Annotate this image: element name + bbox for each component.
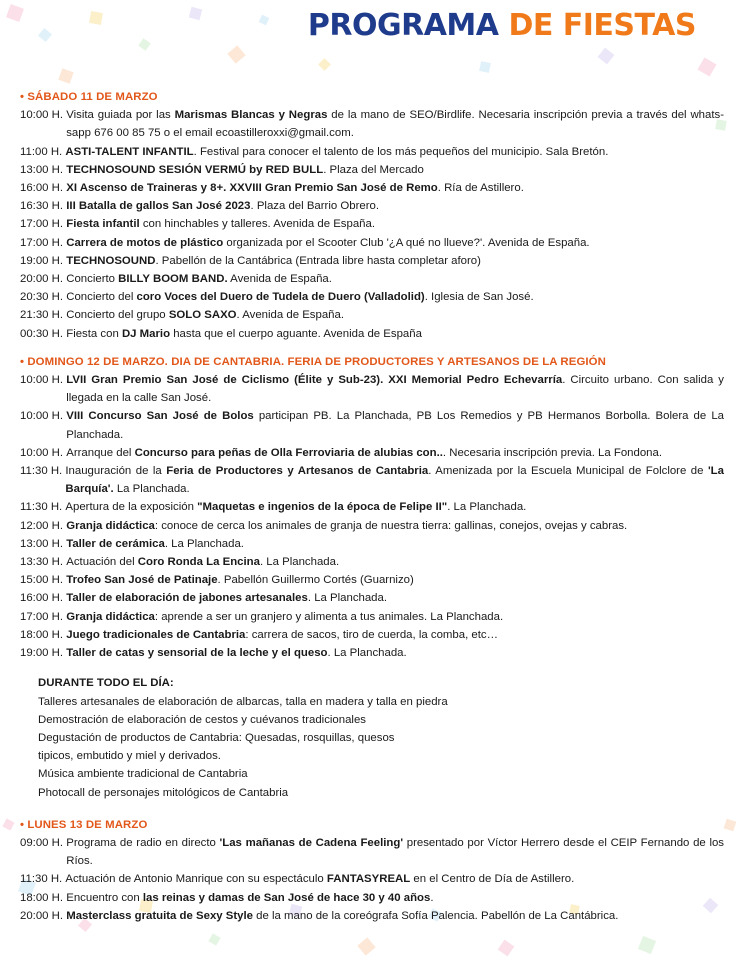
entry-text-part: Visita guiada por las <box>66 109 175 122</box>
schedule-entry <box>0 553 746 571</box>
entry-time: 11:30 H. <box>20 873 66 886</box>
entry-text-part: . Circuito urbano. Con salida y llegada en la calle San José. <box>66 374 724 405</box>
entry-highlight: Coro Ronda La Encina <box>137 556 260 569</box>
schedule-entry <box>0 179 746 197</box>
entry-time: 10:00 H. <box>20 374 67 387</box>
schedule-entry <box>0 889 746 907</box>
entry-text <box>66 234 724 252</box>
schedule-entry <box>0 608 746 626</box>
schedule-entry <box>0 325 746 343</box>
entry-text <box>66 325 724 343</box>
all-day-item: Photocall de personajes mitológicos de Cantabria <box>38 786 289 799</box>
entry-highlight: III Batalla de gallos San José 2023 <box>66 200 251 213</box>
entry-text <box>66 161 724 179</box>
entry-highlight: Carrera de motos de plástico <box>66 236 224 249</box>
entry-highlight: Juego tradicionales de Cantabria <box>66 628 246 641</box>
schedule-entry <box>0 462 746 498</box>
schedule-entry <box>0 234 746 252</box>
entry-time: 18:00 H. <box>20 891 67 904</box>
schedule-entry <box>0 143 746 161</box>
entry-text <box>66 197 724 215</box>
entry-text <box>65 498 724 516</box>
entry-highlight: Granja didáctica <box>66 519 155 532</box>
entry-highlight: Granja didáctica <box>66 610 155 623</box>
entry-text-part: Concierto del <box>66 291 137 304</box>
entry-text <box>66 535 724 553</box>
schedule-entry <box>0 288 746 306</box>
entry-text-part: Arranque del <box>66 446 135 459</box>
entry-text-part: Actuación del <box>66 556 138 569</box>
entry-highlight: 'Las mañanas de Cadena Feeling' <box>219 836 404 849</box>
program-section <box>0 816 746 925</box>
page-title <box>308 8 696 43</box>
entry-text-part: en el Centro de Día de Astillero. <box>410 873 575 886</box>
entry-text-part: . Festival para conocer el talento de los más pequeños del municipio. Sala Bretón. <box>193 145 609 158</box>
entry-time: 12:00 H. <box>20 519 67 532</box>
entry-text-part: Concierto del grupo <box>66 309 169 322</box>
entry-text <box>66 215 724 233</box>
page-header <box>0 0 746 70</box>
entry-highlight: Taller de elaboración de jabones artesanales <box>66 592 308 605</box>
entry-time: 11:30 H. <box>20 465 66 478</box>
program-section <box>0 353 746 802</box>
schedule-entry <box>0 270 746 288</box>
entry-text <box>66 252 724 270</box>
entry-text-part: de la mano de la coreógrafa Sofía Palencia. Pabellón de La Cantábrica. <box>253 909 619 922</box>
schedule-entry <box>0 626 746 644</box>
section-heading: • LUNES 13 DE MARZO <box>20 818 148 831</box>
entry-time: 20:30 H. <box>20 291 67 304</box>
entry-time: 10:00 H. <box>20 446 67 459</box>
entry-text-part: . La Planchada. <box>164 537 244 550</box>
entry-text <box>66 553 724 571</box>
section-heading: • SÁBADO 11 DE MARZO <box>20 91 158 103</box>
entry-text <box>66 270 724 288</box>
schedule-entry <box>0 306 746 324</box>
entry-highlight: Taller de cerámica <box>66 537 165 550</box>
entry-text <box>66 571 724 589</box>
entry-highlight: Trofeo San José de Patinaje <box>66 574 218 587</box>
section-heading: • DOMINGO 12 DE MARZO. DIA DE CANTABRIA. FERIA DE PRODUCTORES Y ARTESANOS DE LA REGIÓN <box>20 355 606 368</box>
schedule-entry <box>0 197 746 215</box>
entry-time: 18:00 H. <box>20 628 67 641</box>
entry-text-part: Avenida de España. <box>227 273 332 286</box>
entry-time: 13:00 H. <box>20 537 67 550</box>
schedule-entry <box>0 535 746 553</box>
entry-text-part: : conoce de cerca los animales de granja de nuestra tierra: gallinas, conejos, ovejas y cabras. <box>154 519 628 532</box>
all-day-item: Talleres artesanales de elaboración de albarcas, talla en madera y talla en piedra <box>38 695 448 708</box>
entry-time: 13:30 H. <box>20 556 67 569</box>
entry-highlight: SOLO SAXO <box>168 309 237 322</box>
entry-time: 16:30 H. <box>20 200 67 213</box>
entry-text <box>66 834 724 870</box>
program-section <box>0 88 746 343</box>
entry-text <box>66 644 724 662</box>
entry-text-part: participan PB. La Planchada, PB Los Remedios y PB Hermanos Borbolla. Bolera de La Planchada. <box>66 410 724 441</box>
schedule-entry <box>0 215 746 233</box>
schedule-entry <box>0 870 746 888</box>
entry-text <box>66 608 724 626</box>
entry-text <box>66 889 724 907</box>
schedule-entry <box>0 444 746 462</box>
entry-text <box>65 143 724 161</box>
entry-time: 19:00 H. <box>20 647 67 660</box>
all-day-item: Demostración de elaboración de cestos y cuévanos tradicionales <box>38 713 366 726</box>
entry-highlight: Taller de catas y sensorial de la leche y el queso <box>66 647 328 660</box>
entry-text-part: . Plaza del Mercado <box>323 163 424 176</box>
entry-text-part: Apertura de la exposición <box>65 501 198 514</box>
entry-text-part: . Ría de Astillero. <box>437 182 524 195</box>
entry-highlight: 'La Barquía'. <box>65 465 724 496</box>
entry-text <box>66 589 724 607</box>
entry-text <box>65 870 724 888</box>
entry-text <box>66 306 724 324</box>
entry-time: 10:00 H. <box>20 410 67 423</box>
entry-highlight: TECHNOSOUND <box>66 254 156 267</box>
all-day-block <box>0 674 746 801</box>
schedule-entry <box>0 407 746 443</box>
schedule-entry <box>0 644 746 662</box>
entry-text-part: . La Planchada. <box>259 556 340 569</box>
entry-text-part: . La Planchada. <box>327 647 407 660</box>
schedule-entry <box>0 252 746 270</box>
entry-text-part: . Plaza del Barrio Obrero. <box>250 200 380 213</box>
title-part-blue: PROGRAMA <box>307 8 509 43</box>
entry-time: 13:00 H. <box>20 163 67 176</box>
all-day-item: Degustación de productos de Cantabria: Quesadas, rosquillas, quesos <box>38 731 395 744</box>
entry-highlight: Concurso para peñas de Olla Ferroviaria de alubias con.. <box>134 446 443 459</box>
entry-text <box>66 517 724 535</box>
entry-highlight: Marismas Blancas y Negras <box>174 109 328 122</box>
schedule-entry <box>0 517 746 535</box>
schedule-entry <box>0 371 746 407</box>
entry-time: 17:00 H. <box>20 236 67 249</box>
schedule-entry <box>0 571 746 589</box>
entry-time: 17:00 H. <box>20 610 67 623</box>
entry-highlight: ASTI-TALENT INFANTIL <box>65 145 194 158</box>
entry-text-part: con hinchables y talleres. Avenida de España. <box>139 218 376 231</box>
entry-text-part: . Avenida de España. <box>236 309 345 322</box>
entry-text-part: . <box>430 891 434 904</box>
entry-text <box>65 462 724 498</box>
entry-text-part: Fiesta con <box>66 327 122 340</box>
entry-text-part: Inauguración de la <box>65 465 167 478</box>
entry-highlight: "Maquetas e ingenios de la época de Felipe II" <box>197 501 448 514</box>
entry-time: 17:00 H. <box>20 218 67 231</box>
entry-text <box>66 907 724 925</box>
entry-time: 19:00 H. <box>20 254 67 267</box>
program-content <box>0 88 746 935</box>
entry-text-part: : carrera de sacos, tiro de cuerda, la comba, etc… <box>245 628 498 641</box>
entry-text-part: . La Planchada. <box>447 501 527 514</box>
entry-text <box>66 626 724 644</box>
schedule-entry <box>0 589 746 607</box>
entry-text <box>66 407 724 443</box>
entry-text <box>66 179 724 197</box>
entry-highlight: coro Voces del Duero de Tudela de Duero (Valladolid) <box>136 291 425 304</box>
entry-text-part: hasta que el cuerpo aguante. Avenida de España <box>170 327 422 340</box>
entry-text-part: organizada por el Scooter Club '¿A qué no llueve?'. Avenida de España. <box>223 236 590 249</box>
schedule-entry <box>0 161 746 179</box>
entry-text-part: Encuentro con <box>66 891 143 904</box>
all-day-heading: DURANTE TODO EL DÍA: <box>38 677 174 690</box>
entry-time: 09:00 H. <box>20 836 67 849</box>
entry-text-part: Actuación de Antonio Manrique con su espectáculo <box>65 873 327 886</box>
entry-time: 15:00 H. <box>20 574 67 587</box>
all-day-item: tipicos, embutido y miel y derivados. <box>38 750 221 763</box>
title-part-orange: DE FIESTAS <box>508 8 696 43</box>
entry-highlight: las reinas y damas de San José de hace 30 y 40 años <box>142 891 431 904</box>
entry-text <box>66 444 724 462</box>
entry-text-part: . Necesaria inscripción previa. La Fondona. <box>442 446 662 459</box>
entry-text-part: : aprende a ser un granjero y alimenta a tus animales. La Planchada. <box>154 610 504 623</box>
entry-text <box>66 106 724 142</box>
entry-highlight: DJ Mario <box>121 327 171 340</box>
all-day-item: Música ambiente tradicional de Cantabria <box>38 768 248 781</box>
entry-time: 21:30 H. <box>20 309 67 322</box>
entry-text-part: . Pabellón de la Cantábrica (Entrada libre hasta completar aforo) <box>155 254 481 267</box>
entry-time: 10:00 H. <box>20 109 67 122</box>
entry-highlight: LVII Gran Premio San José de Ciclismo (Élite y Sub-23). XXI Memorial Pedro Echevarría <box>66 374 563 387</box>
schedule-entry <box>0 907 746 925</box>
entry-time: 00:30 H. <box>20 327 67 340</box>
entry-highlight: VIII Concurso San José de Bolos <box>66 410 254 423</box>
entry-text <box>66 288 724 306</box>
entry-highlight: BILLY BOOM BAND. <box>118 273 228 286</box>
entry-time: 20:00 H. <box>20 909 67 922</box>
entry-text-part: Programa de radio en directo <box>66 836 220 849</box>
entry-highlight: FANTASYREAL <box>326 873 411 886</box>
entry-time: 16:00 H. <box>20 182 67 195</box>
entry-highlight: Masterclass gratuita de Sexy Style <box>66 909 254 922</box>
entry-time: 20:00 H. <box>20 273 67 286</box>
entry-text-part: presentado por Víctor Herrero desde el CEIP Fernando de los Ríos. <box>66 836 725 868</box>
entry-text-part: . Iglesia de San José. <box>424 291 534 304</box>
entry-highlight: XI Ascenso de Traineras y 8+. XXVIII Gran Premio San José de Remo <box>66 182 438 195</box>
entry-time: 11:00 H. <box>20 145 66 158</box>
entry-highlight: Fiesta infantil <box>66 218 140 231</box>
entry-text <box>66 371 724 407</box>
entry-time: 11:30 H. <box>20 501 66 514</box>
entry-text-part: de la mano de SEO/Birdlife. Necesaria inscripción previa a través del whats-sapp 676 00 85 75 o el email ecoastilleroxxi@gmail.com. <box>66 109 724 140</box>
schedule-entry <box>0 834 746 870</box>
entry-highlight: Feria de Productores y Artesanos de Cantabria <box>166 465 429 478</box>
entry-text-part: Concierto <box>66 273 119 286</box>
entry-text-part: La Planchada. <box>113 483 190 496</box>
entry-text-part: . Pabellón Guillermo Cortés (Guarnizo) <box>217 574 414 587</box>
schedule-entry <box>0 106 746 142</box>
entry-highlight: TECHNOSOUND SESIÓN VERMÚ by RED BULL <box>66 163 324 176</box>
entry-text-part: . Amenizada por la Escuela Municipal de Folclore de <box>428 465 708 478</box>
entry-time: 16:00 H. <box>20 592 67 605</box>
entry-text-part: . La Planchada. <box>307 592 388 605</box>
schedule-entry <box>0 498 746 516</box>
